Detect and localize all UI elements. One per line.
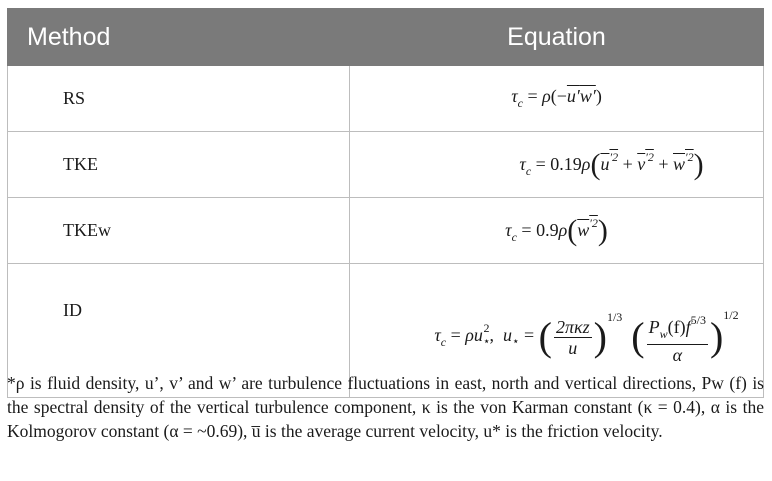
method-cell-tke: TKE	[8, 132, 350, 198]
tke-equation: $\tau_c = 0.19\rho(u^{'2} + v^{'2} + w^{'2})$	[519, 147, 704, 181]
fraction-spectral: $\frac{P_w(f)f^{5/3}}{\alpha}$	[647, 310, 708, 365]
table-row	[8, 132, 764, 198]
id-equation: $\tau_c = \rho u_⋆^2$, $u_⋆$ = ( $\frac{\text{2πκz}}{u}$ )$^{1/3}$ ( $\frac{P_w(f)f^{5/3}}{\alpha}$ )$^{1/2}$	[434, 308, 739, 365]
table-row	[8, 198, 764, 264]
table-header-row	[8, 9, 764, 66]
method-cell-id: ID	[8, 264, 350, 398]
method-column-header: Method	[8, 9, 350, 66]
table-footnote: *ρ is fluid density, u’, v’ and w’ are turbulence fluctuations in east, north and vertical directions, Pw (f) is the spectral density of the vertical turbulence component, κ is the von Karman constant (κ = 0.4), α is the Kolmogorov constant (α = ~0.69), u̅ is the average current velocity, u* is the friction velocity.	[7, 373, 764, 441]
table-row	[8, 66, 764, 132]
method-cell-rs: RS	[8, 66, 350, 132]
method-cell-tkew: TKEw	[8, 198, 350, 264]
rs-equation: $\tau_c = \rho(-u'w')$	[511, 86, 602, 110]
equation-cell-tke	[350, 132, 764, 198]
equation-column-header: Equation	[350, 9, 764, 66]
equation-cell-rs	[350, 66, 764, 132]
equation-cell-tkew	[350, 198, 764, 264]
methods-table	[7, 8, 764, 398]
fraction-2pi-kappa-z: $\frac{\text{2πκz}}{u}$	[555, 316, 590, 358]
tkew-equation: $\tau_c = 0.9\rho(w^{'2})$	[505, 213, 608, 247]
